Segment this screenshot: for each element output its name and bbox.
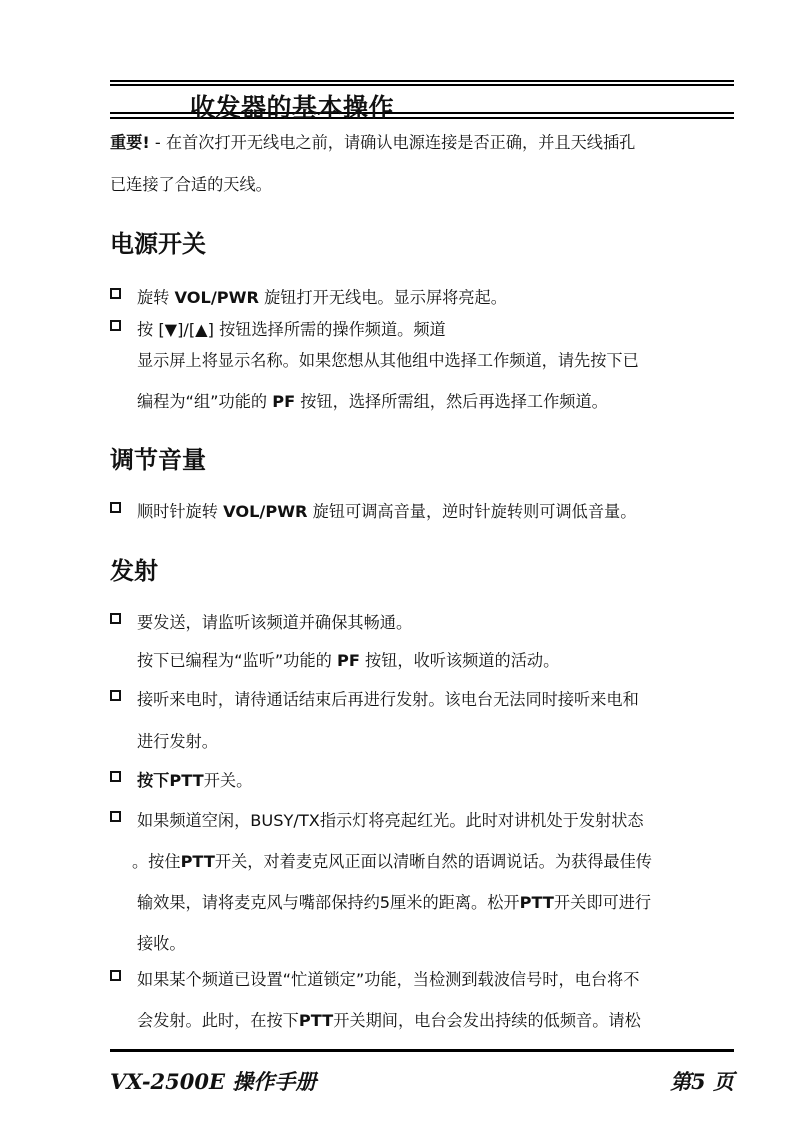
checkbox-bullet-icon (110, 320, 121, 331)
checkbox-bullet-icon (110, 771, 121, 782)
list-item-text: 显示屏上将显示名称。如果您想从其他组中选择工作频道，请先按下已 (137, 351, 639, 370)
checkbox-bullet-icon (110, 613, 121, 624)
page-number: 第5 页 (670, 1069, 734, 1094)
list-item-text: 按 [▼]/[▲] 按钮选择所需的操作频道。频道 (137, 320, 446, 339)
list-item-text: 编程为“组”功能的 PF 按钮，选择所需组，然后再选择工作频道。 (137, 392, 608, 411)
manual-name: VX-2500E 操作手册 (110, 1069, 317, 1094)
list-item-text: 接听来电时，请待通话结束后再进行发射。该电台无法同时接听来电和 (137, 690, 639, 709)
checkbox-bullet-icon (110, 811, 121, 822)
intro-paragraph (110, 121, 736, 164)
important-label: 重要! (110, 133, 150, 152)
checkbox-bullet-icon (110, 690, 121, 701)
list-item-text: 输效果，请将麦克风与嘴部保持约5厘米的距离。松开PTT开关即可进行 (137, 893, 652, 912)
intro-paragraph-cont: 已连接了合适的天线。 (110, 175, 272, 194)
section-title-transmit: 发射 (110, 557, 158, 585)
footer-rule (110, 1049, 734, 1052)
page-title: 收发器的基本操作 (190, 93, 395, 122)
section-title-volume: 调节音量 (110, 446, 206, 474)
list-item-text: 会发射。此时，在按下PTT开关期间，电台会发出持续的低频音。请松 (137, 1011, 641, 1030)
checkbox-bullet-icon (110, 502, 121, 513)
list-item-text: 要发送，请监听该频道并确保其畅通。 (137, 613, 413, 632)
header-rule (110, 80, 734, 82)
intro-text: - 在首次打开无线电之前，请确认电源连接是否正确，并且天线插孔 (149, 133, 636, 152)
list-item-text: 按下已编程为“监听”功能的 PF 按钮，收听该频道的活动。 (137, 651, 560, 670)
header-rule (110, 84, 734, 86)
list-item-text: 顺时针旋转 VOL/PWR 旋钮可调高音量，逆时针旋转则可调低音量。 (137, 502, 637, 521)
checkbox-bullet-icon (110, 288, 121, 299)
section-title-power: 电源开关 (110, 230, 206, 258)
list-item-text: 接收。 (137, 934, 186, 953)
list-item-text: 如果频道空闲，BUSY/TX指示灯将亮起红光。此时对讲机处于发射状态 (137, 811, 644, 830)
checkbox-bullet-icon (110, 970, 121, 981)
list-item-text: 。按住PTT开关，对着麦克风正面以清晰自然的语调说话。为获得最佳传 (132, 852, 652, 871)
list-item-text: 旋转 VOL/PWR 旋钮打开无线电。显示屏将亮起。 (137, 288, 507, 307)
list-item-text: 按下PTT开关。 (137, 771, 253, 790)
list-item-text: 进行发射。 (137, 732, 218, 751)
list-item-text: 如果某个频道已设置“忙道锁定”功能，当检测到载波信号时，电台将不 (137, 970, 640, 989)
